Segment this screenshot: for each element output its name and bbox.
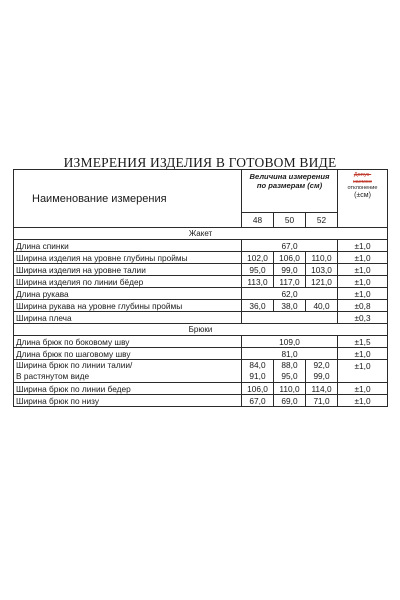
value-50: 38,0 (274, 300, 306, 312)
header-measurement-name: Наименование измерения (14, 170, 242, 228)
measurement-name: Ширина изделия на уровне глубины проймы (14, 252, 242, 264)
table-row (14, 300, 388, 312)
value-50: 110,0 (274, 383, 306, 395)
table-row (14, 395, 388, 407)
page-title: ИЗМЕРЕНИЯ ИЗДЕЛИЯ В ГОТОВОМ ВИДЕ (63, 155, 337, 170)
value-52-b: 99,0 (313, 371, 330, 381)
tolerance-value: ±1,0 (338, 252, 388, 264)
value-52 (306, 360, 338, 383)
tolerance-value: ±0,3 (338, 312, 388, 324)
measurement-name: Ширина плеча (14, 312, 242, 324)
header-tolerance-line-3: отклонение (347, 185, 378, 191)
table-row (14, 348, 388, 360)
value-50: 117,0 (274, 276, 306, 288)
value-52: 110,0 (306, 252, 338, 264)
measurement-name: Длина брюк по боковому шву (14, 336, 242, 348)
measurement-name (14, 360, 242, 383)
measurement-name: Длина рукава (14, 288, 242, 300)
value-52: 40,0 (306, 300, 338, 312)
tolerance-value: ±1,0 (338, 288, 388, 300)
header-tolerance-line-2: каемое (353, 178, 372, 185)
measurement-name-line-2: В растянутом виде (16, 371, 90, 381)
measurement-value: 67,0 (242, 240, 338, 252)
table-row (14, 276, 388, 288)
measurement-name: Ширина брюк по низу (14, 395, 242, 407)
table-row (14, 383, 388, 395)
value-48: 67,0 (242, 395, 274, 407)
section-jacket: Жакет (14, 228, 388, 240)
value-52: 103,0 (306, 264, 338, 276)
value-50: 69,0 (274, 395, 306, 407)
value-48: 106,0 (242, 383, 274, 395)
tolerance-value: ±1,0 (338, 348, 388, 360)
table-row (14, 312, 388, 324)
table-row (14, 240, 388, 252)
tolerance-value: ±1,0 (338, 383, 388, 395)
table-header-row (14, 170, 388, 213)
section-row (14, 324, 388, 336)
measurement-value: 62,0 (242, 288, 338, 300)
section-trousers: Брюки (14, 324, 388, 336)
value-50: 106,0 (274, 252, 306, 264)
value-50-a: 88,0 (281, 360, 298, 370)
table-row (14, 360, 388, 383)
measurement-value: 109,0 (242, 336, 338, 348)
tolerance-value: ±1,0 (338, 264, 388, 276)
section-row (14, 228, 388, 240)
tolerance-value: ±1,0 (338, 276, 388, 288)
value-48: 113,0 (242, 276, 274, 288)
value-52: 121,0 (306, 276, 338, 288)
value-50 (274, 360, 306, 383)
tolerance-value: ±1,0 (338, 360, 388, 383)
table-row (14, 288, 388, 300)
measurement-name: Ширина брюк по линии бедер (14, 383, 242, 395)
measurement-value-empty (242, 312, 338, 324)
measurement-name-line-1: Ширина брюк по линии талии/ (16, 360, 133, 370)
measurement-name: Ширина изделия по линии бёдер (14, 276, 242, 288)
header-tolerance (338, 170, 388, 228)
tolerance-value: ±1,5 (338, 336, 388, 348)
value-48 (242, 360, 274, 383)
value-48: 36,0 (242, 300, 274, 312)
value-50-b: 95,0 (281, 371, 298, 381)
header-size-values: Величина измерения по размерам (см) (242, 170, 338, 213)
measurements-table (13, 169, 388, 407)
tolerance-value: ±0,8 (338, 300, 388, 312)
size-48: 48 (242, 213, 274, 228)
size-52: 52 (306, 213, 338, 228)
measurement-name: Ширина изделия на уровне талии (14, 264, 242, 276)
value-48-a: 84,0 (249, 360, 266, 370)
value-52-a: 92,0 (313, 360, 330, 370)
measurement-value: 81,0 (242, 348, 338, 360)
table-row (14, 264, 388, 276)
table-row (14, 336, 388, 348)
value-50: 99,0 (274, 264, 306, 276)
tolerance-value: ±1,0 (338, 240, 388, 252)
value-48-b: 91,0 (249, 371, 266, 381)
value-52: 114,0 (306, 383, 338, 395)
value-48: 95,0 (242, 264, 274, 276)
header-tolerance-line-4: (±см) (354, 191, 371, 199)
value-48: 102,0 (242, 252, 274, 264)
measurement-name: Длина брюк по шаговому шву (14, 348, 242, 360)
table-row (14, 252, 388, 264)
measurement-name: Длина спинки (14, 240, 242, 252)
header-tolerance-line-1: Допус- (353, 172, 372, 178)
value-52: 71,0 (306, 395, 338, 407)
measurement-name: Ширина рукава на уровне глубины проймы (14, 300, 242, 312)
size-50: 50 (274, 213, 306, 228)
tolerance-value: ±1,0 (338, 395, 388, 407)
